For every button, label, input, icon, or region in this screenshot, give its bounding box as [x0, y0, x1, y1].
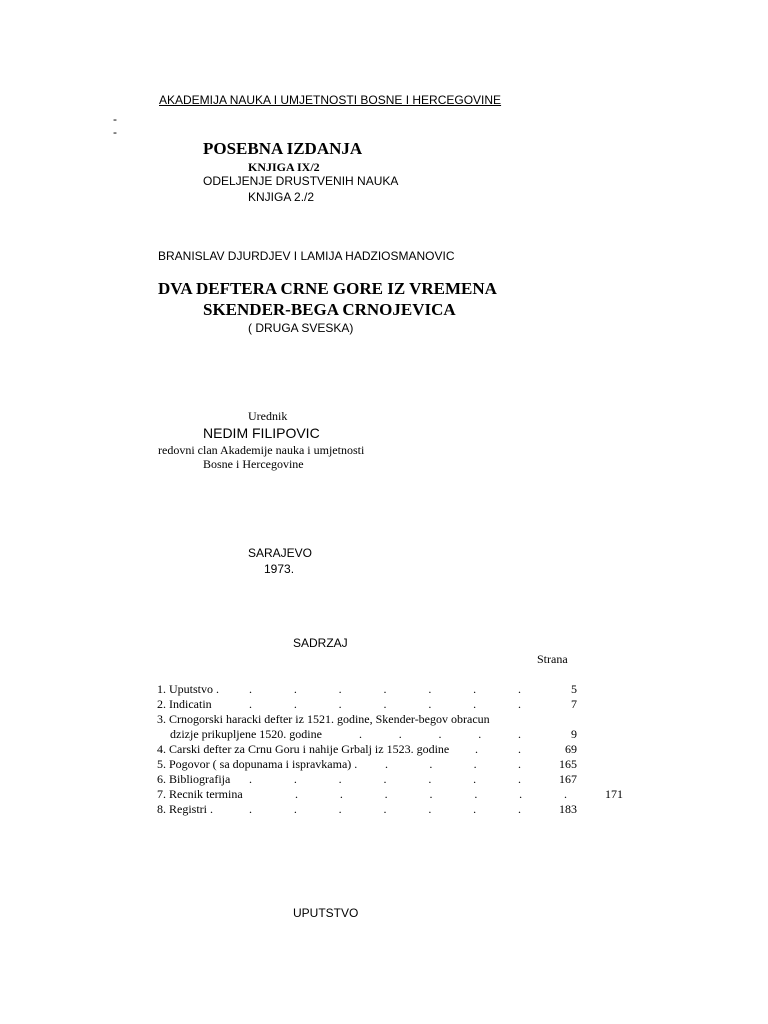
academy-header: AKADEMIJA NAUKA I UMJETNOSTI BOSNE I HERCEGOVINE: [159, 93, 502, 107]
toc-item-label: 5. Pogovor ( sa dopunama i ispravkama) .: [157, 757, 358, 771]
toc-item-label: 6. Bibliografija: [157, 772, 231, 786]
toc-leader: . .: [475, 742, 521, 756]
toc-page-column-header: Strana: [537, 652, 568, 666]
series-title: POSEBNA IZDANJA: [203, 139, 363, 158]
editor-role-line1: redovni clan Akademije nauka i umjetnosti: [158, 443, 365, 457]
toc-item-label: 4. Carski defter za Crnu Goru i nahije Grbalj iz 1523. godine: [157, 742, 450, 756]
toc-item-label: dzizje prikupljene 1520. godine: [170, 727, 322, 741]
toc-item-label: 7. Recnik termina: [157, 787, 243, 801]
toc-item: [157, 712, 617, 727]
toc-item-page: 183: [559, 802, 577, 816]
toc-item: [157, 727, 617, 742]
toc-heading: SADRZAJ: [293, 636, 348, 650]
series-book: KNJIGA IX/2: [248, 160, 320, 174]
work-title-line2: SKENDER-BEGA CRNOJEVICA: [203, 300, 456, 319]
dash-marker: -: [113, 125, 117, 139]
editor-role-line2: Bosne i Hercegovine: [203, 457, 304, 471]
toc-item: [157, 697, 617, 712]
authors: BRANISLAV DJURDJEV I LAMIJA HADZIOSMANOVIC: [158, 249, 455, 263]
department: ODELJENJE DRUSTVENIH NAUKA: [203, 174, 399, 188]
toc-item: [157, 757, 617, 772]
toc-item-page: 9: [571, 727, 577, 741]
toc-item-label: 3. Crnogorski haracki defter iz 1521. godine, Skender-begov obracun: [157, 712, 490, 726]
toc-leader: . . . . . . .: [249, 772, 521, 786]
toc-item-page: 165: [559, 757, 577, 771]
toc-item: [157, 787, 623, 802]
toc-item-page: 167: [559, 772, 577, 786]
imprint-year: 1973.: [264, 562, 295, 576]
imprint-city: SARAJEVO: [248, 546, 313, 560]
toc-leader: . . . . . . .: [295, 787, 567, 801]
dash-marker: -: [113, 112, 117, 126]
volume-label: ( DRUGA SVESKA): [248, 321, 354, 335]
toc-item: [157, 742, 617, 757]
toc-item-label: 8. Registri .: [157, 802, 213, 816]
toc-item-label: 2. Indicatin: [157, 697, 212, 711]
toc-item-page: 7: [571, 697, 577, 711]
work-title-line1: DVA DEFTERA CRNE GORE IZ VREMENA: [158, 279, 497, 298]
toc-leader: . . . . . . .: [249, 697, 521, 711]
series-book2: KNJIGA 2./2: [248, 190, 315, 204]
toc-item-page: 69: [565, 742, 577, 756]
toc-leader: . . . . .: [359, 727, 521, 741]
toc-item-page: 5: [571, 682, 577, 696]
toc-item: [157, 682, 617, 697]
toc-item-page: 171: [605, 787, 623, 801]
editor-label: Urednik: [248, 409, 288, 423]
toc-leader: . . . . . . .: [249, 682, 521, 696]
toc-item: [157, 772, 617, 787]
toc-item: [157, 802, 617, 817]
section-heading: UPUTSTVO: [293, 906, 359, 920]
table-of-contents: [157, 682, 623, 817]
toc-item-label: 1. Uputstvo .: [157, 682, 220, 696]
toc-leader: . . . . . . .: [249, 802, 521, 816]
toc-leader: . . . .: [385, 757, 521, 771]
editor-name: NEDIM FILIPOVIC: [203, 425, 320, 441]
